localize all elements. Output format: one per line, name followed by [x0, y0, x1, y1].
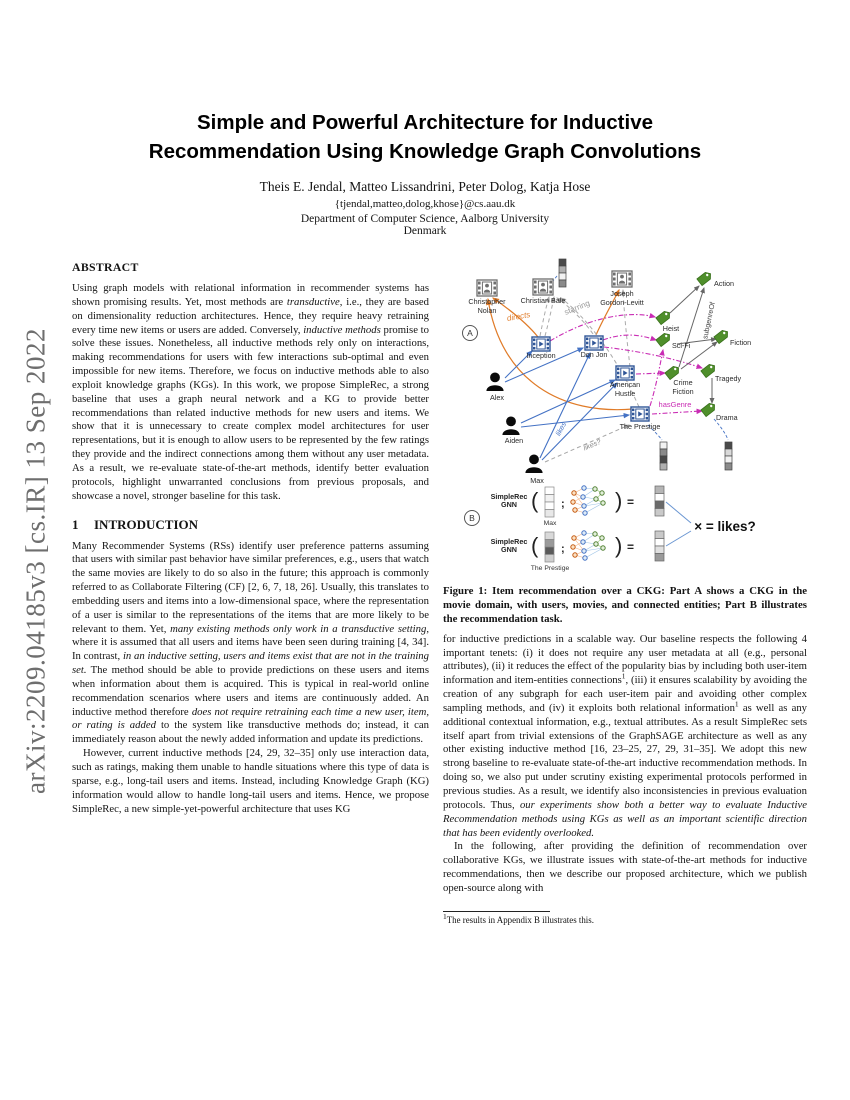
semicolon-1: ; — [561, 498, 565, 510]
label-fiction: Fiction — [730, 338, 752, 347]
title-block — [0, 108, 850, 237]
label-bale: Christian Bale — [520, 296, 566, 305]
footnote-rule — [443, 911, 550, 912]
dot-product-lines — [666, 502, 691, 546]
movie-icon-inception — [532, 337, 550, 351]
directs-edges — [488, 290, 636, 410]
page-title — [0, 108, 850, 166]
edge-label-likes: likes — [553, 420, 569, 438]
footnote-marker-2: 1 — [734, 699, 739, 709]
label-prestige: The Prestige — [619, 422, 661, 431]
intro-paragraph-2: However, current inductive methods [24, 29, 32–35] only use interaction data, such as ratings, making them unable to handle situations where this type of data is sparse, e.g., long-tail users and items. Instead, including Knowledge Graph (KG) information would allow to handle long-tail users and items. Hence, we propose SimpleRec, a new simple-yet-powerful architecture that uses KG — [72, 747, 429, 815]
author-names: Theis E. Jendal, Matteo Lissandrini, Peter Dolog, Katja Hose — [259, 179, 591, 194]
tag-icon-drama — [701, 401, 717, 416]
input-label-prestige: The Prestige — [530, 565, 570, 572]
right-paragraph-1: for inductive predictions in a scalable way. Our baseline respects the following 4 important tenets: (i) it does not require any user metadata at all (e.g., personal attributes), (ii) it reduces the effect of the popularity bias by including both user-item information and item-entities connections$^1$, (iii) it ensures scalability by avoiding the creation of any subgraph for each user-item pair and avoiding other complex sampling methods, and (iv) it exploits both relational information$^1$ as well as any additional contextual information, e.g., textual attributes. As a result SimpleRec sets itself apart from trivial extensions of the GraphSAGE architecture as well as any other existing inductive method [16, 23–25, 27, 29, 31–35]. We adopt this new strong baseline to re-evaluate state-of-the-art inductive recommendation methods. In doing so, we also put under scrutiny existing experimental protocols performed in previous studies. As a result, we identify also inconsistencies in previous evaluation protocols. Thus, our experiments show both a better way to evaluate Inductive Recommendation methods using KGs as well as an important scientific direction that has been evidently overlooked. — [443, 632, 808, 839]
tag-icon-sci-fi — [656, 331, 672, 346]
tag-icon-heist — [656, 309, 672, 324]
tag-icon-fiction — [714, 328, 730, 343]
section-1-heading — [72, 517, 429, 533]
input-vector-max — [545, 487, 554, 517]
edge-label-has-genre: hasGenre — [658, 400, 692, 409]
figure-1 — [443, 257, 807, 627]
edge-label-starring: starring — [563, 298, 592, 317]
label-alex: Alex — [490, 393, 504, 402]
output-vector-2 — [655, 531, 664, 561]
footnote-text: $^1$The results in Appendix B illustrates this. — [443, 911, 594, 925]
label-aiden: Aiden — [504, 436, 524, 445]
label-drama: Drama — [716, 413, 738, 422]
section-title: INTRODUCTION — [94, 516, 199, 532]
abstract-italic-inductive-methods: inductive methods — [303, 323, 381, 336]
label-nolan-1: Christopher — [468, 297, 506, 306]
author-emails: {tjendal,matteo,dolog,khose}@cs.aau.dk — [334, 198, 516, 210]
edge-label-directs: directs — [506, 310, 531, 324]
author-country: Denmark — [403, 225, 447, 237]
edge-label-subgenre-of: subgenreOf — [700, 301, 717, 340]
tag-icon-action — [697, 270, 713, 285]
movie-icon-american-hustle — [616, 366, 634, 380]
label-inception: Inception — [526, 351, 556, 360]
output-vector-1 — [655, 486, 664, 516]
author-affiliation: Department of Computer Science, Aalborg University — [300, 213, 550, 225]
semicolon-2: ; — [561, 543, 565, 555]
person-icon-nolan — [477, 280, 497, 296]
label-nolan-2: Nolan — [477, 306, 497, 315]
label-tragedy: Tragedy — [715, 374, 742, 383]
equals-2: = — [627, 540, 635, 554]
label-jgl-1: Joseph — [610, 289, 634, 298]
part-a-label: A — [467, 328, 473, 338]
right-column — [443, 257, 807, 926]
part-b-label: B — [469, 513, 475, 523]
label-sci-fi: Sci-Fi — [672, 341, 691, 350]
paren-open-2: ( — [531, 533, 539, 558]
footnote-marker-1: 1 — [621, 671, 626, 681]
label-crime-2: Fiction — [672, 387, 694, 396]
abstract-heading: ABSTRACT — [72, 260, 139, 274]
likes-question-formula: × = likes? — [694, 519, 756, 534]
label-action: Action — [714, 279, 734, 288]
embedding-bar-bale — [559, 259, 566, 287]
right-paragraph-2: In the following, after providing the definition of recommendation over collaborative KGs, we illustrate issues with state-of-the-art methods for inductive recommendations, then we describe our proposed architecture, which we publish open-source along with — [443, 840, 807, 894]
section-number: 1 — [72, 516, 79, 532]
figure-1-caption: Figure 1: Item recommendation over a CKG: Part A shows a CKG in the movie domain, with users, movies, and connected entities; Part B illustrates the recommendation task. — [443, 585, 807, 625]
user-icon-aiden — [502, 417, 519, 436]
label-heist: Heist — [662, 324, 680, 333]
gnn-graphic-2 — [571, 531, 605, 560]
left-column — [72, 260, 429, 816]
intro-paragraph-1: Many Recommender Systems (RSs) identify user preference patterns assuming that users with similar past behavior have similar preferences, e.g., users that watch the same movies are likely to do so also in the future; this approach is commonly referred to as Collaborate Filtering (CF) [2, 6, 7, 18, 26]. Usually, this translates to embedding users and items into a low-dimensional space, where the representation of a user is similar to the representations of the items that are more likely to be relevant to them. Yet, many existing methods only work in a transductive setting, where it is assumed that all users and items have been seen during training [4, 34]. In contrast, in an inductive setting, users and items exist that are not in the training set. The method should be able to provide predictions on these users and items when information about them is acquired. This is typical in real-world online recommendation scenarios where users and items are continuously added. An inductive method therefore does not require retraining each time a new user, item, or rating is added to the system like transductive methods do; instead, it can immediately reason about the newly added information and update its predictions. — [72, 539, 429, 746]
paren-open-1: ( — [531, 488, 539, 513]
gnn-name-1a: SimpleRec — [490, 492, 528, 501]
edge-label-likes-question: likes? — [581, 437, 603, 453]
paren-close-1: ) — [615, 488, 623, 513]
label-don-jon: Don Jon — [580, 350, 608, 359]
gnn-name-2a: SimpleRec — [490, 537, 528, 546]
abstract-text: Using graph models with relational information in recommender systems has shown promising results. Yet, most methods are — [72, 282, 429, 308]
equals-1: = — [627, 495, 635, 509]
person-icon-bale — [533, 279, 553, 295]
input-label-max: Max — [543, 520, 557, 527]
likes-edges — [505, 348, 629, 460]
abstract-paragraph: Using graph models with relational information in recommender systems has shown promising results. Yet, most methods are transductive, i.e., they are based on dimensionality reduction architectures. Hence, they require heavy retraining every time new items or users are added. Conversely, inductive methods promise to solve these issues. Nonetheless, all inductive methods rely only on interactions, making recommendations for users with few interactions sub-optimal and even impossible for new items. Therefore, we focus on inductive methods able to also exploit knowledge graphs (KGs). In this work, we propose SimpleRec, a strong baseline that uses a graph neural network and a KG to provide better recommendations than related inductive methods for new users and items. We show that it is unnecessary to create complex model architectures for user representations, but it is enough to allow users to be represented by the few ratings they provide and the indirect connections among them without any user metadata. As a result, we re-evaluate state-of-the-art methods, identify better evaluation protocols, highlight unwarranted conclusions from previous proposals, and showcase a novel, stronger baseline for this task. — [72, 282, 430, 502]
gnn-graphic-1 — [571, 486, 605, 515]
figure-1-graphic — [443, 257, 807, 576]
label-hustle-2: Hustle — [614, 389, 636, 398]
paren-close-2: ) — [615, 533, 623, 558]
title-line-1: Simple and Powerful Architecture for Inductive — [196, 111, 653, 134]
embedding-bar-prestige — [660, 442, 667, 470]
movie-icon-don-jon — [585, 336, 603, 350]
label-max: Max — [530, 476, 544, 485]
user-icon-alex — [486, 373, 503, 392]
arxiv-banner: arXiv:2209.04185v3 [cs.IR] 13 Sep 2022 — [20, 328, 51, 794]
embedding-bar-drama — [725, 442, 732, 470]
title-line-2: Recommendation Using Knowledge Graph Convolutions — [148, 140, 702, 163]
input-vector-prestige — [545, 532, 554, 562]
label-hustle-1: American — [609, 380, 641, 389]
movie-icon-the-prestige — [631, 407, 649, 421]
label-jgl-2: Gordon-Levitt — [600, 298, 644, 307]
footnote-block — [443, 911, 807, 926]
label-crime-1: Crime — [673, 378, 693, 387]
gnn-name-2b: GNN — [501, 545, 517, 554]
gnn-name-1b: GNN — [501, 500, 517, 509]
abstract-italic-transductive: transductive — [286, 295, 340, 308]
person-icon-gordon-levitt — [612, 271, 632, 287]
